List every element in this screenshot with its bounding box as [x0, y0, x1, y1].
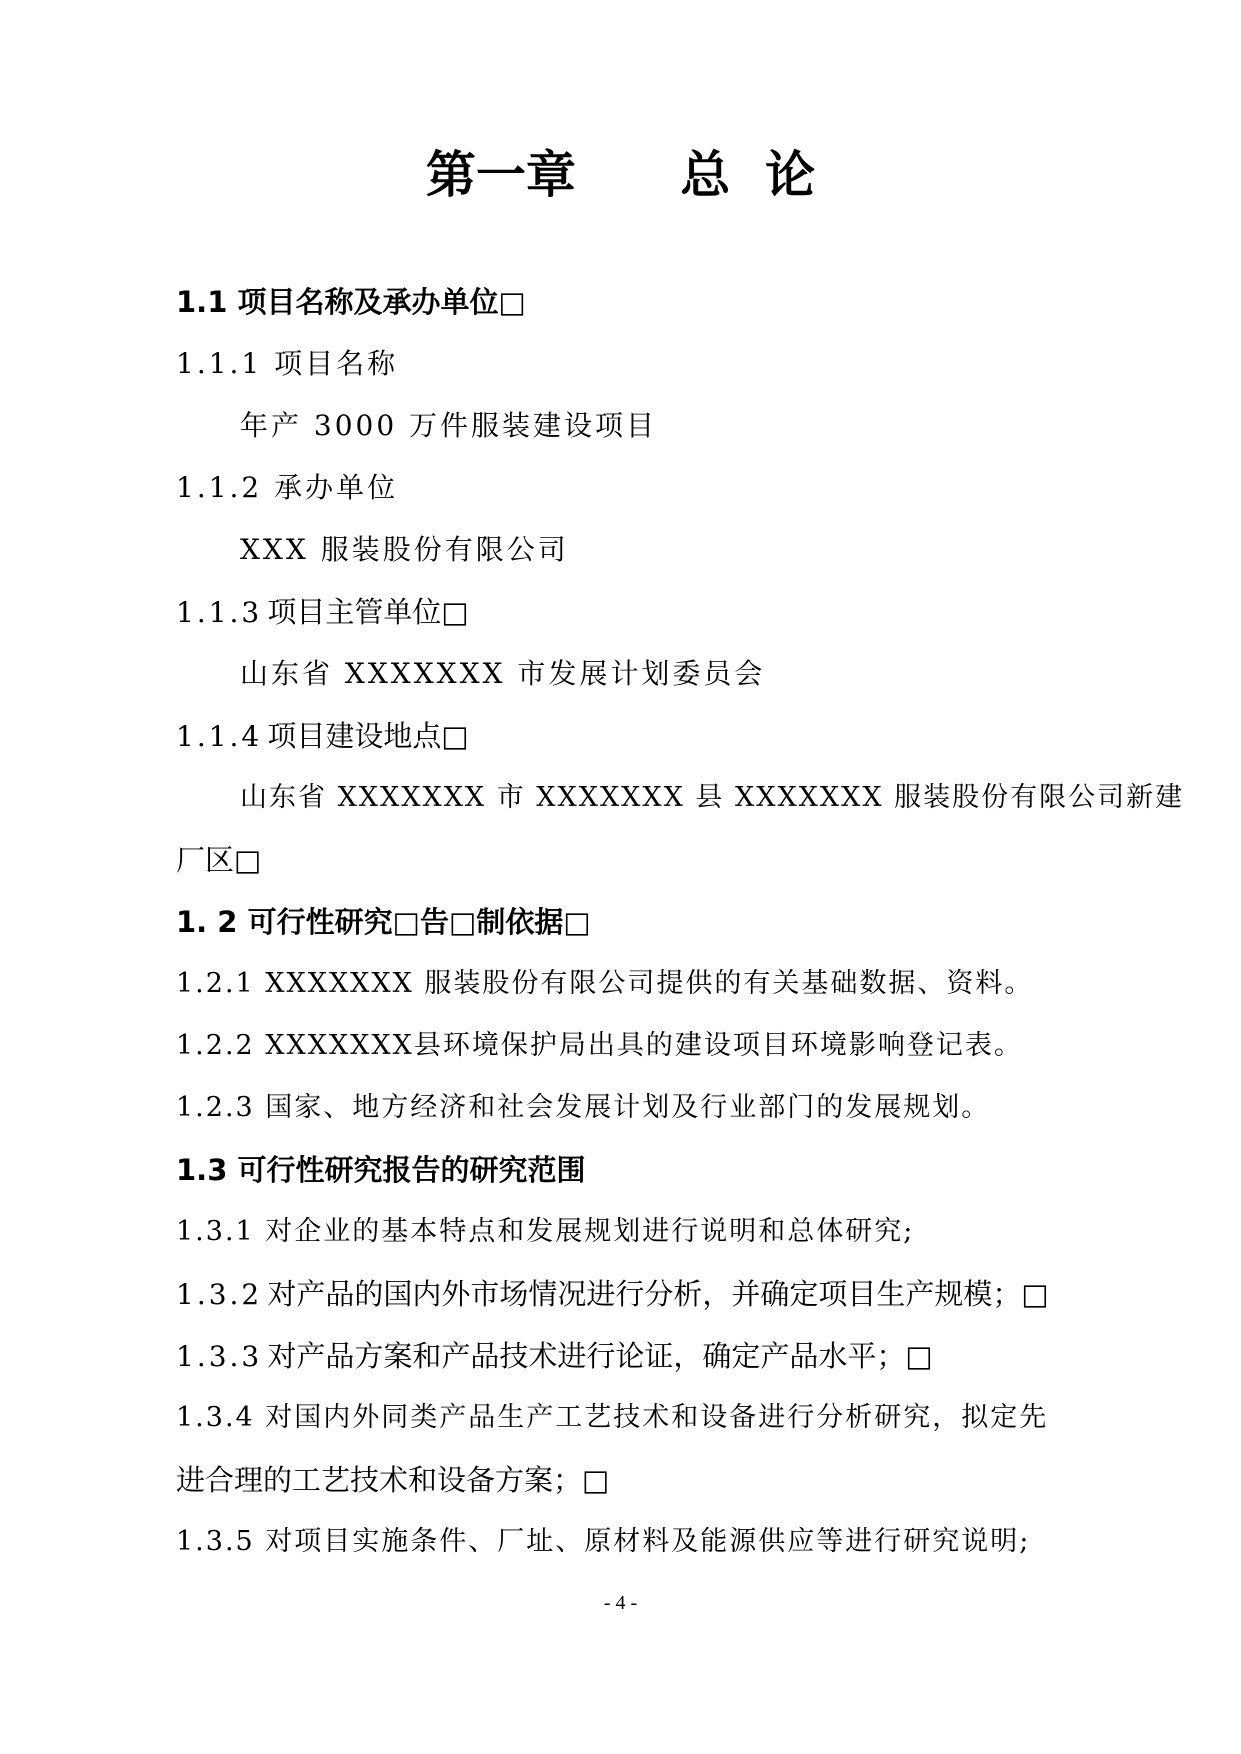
item-1-3-5: 1.3.5 对项目实施条件、厂址、原材料及能源供应等进行研究说明; [176, 1526, 1031, 1557]
section-heading-1-1: 1.1 项目名称及承办单位□ [176, 285, 526, 319]
item-text: 对产品的国内外市场情况进行分析，并确定项目生产规模；□ [267, 1277, 1049, 1311]
section-heading-1-3: 1.3 可行性研究报告的研究范围 [176, 1153, 586, 1187]
item-number: 1.3.2 [176, 1278, 263, 1311]
item-1-3-2 [176, 1274, 1049, 1319]
item-label: 项目主管单位□ [267, 595, 469, 629]
item-1-2-3: 1.2.3 国家、地方经济和社会发展计划及行业部门的发展规划。 [176, 1092, 991, 1123]
item-1-1-2 [176, 468, 398, 508]
item-label: 项目名称 [274, 347, 399, 380]
item-1-3-4-line2: 进合理的工艺技术和设备方案；□ [176, 1463, 610, 1497]
item-1-1-4-content-line2: 厂区□ [176, 843, 262, 877]
item-1-1-4 [176, 716, 469, 761]
chapter-title: 第一章 总 论 [425, 146, 816, 204]
item-1-3-4-line1: 1.3.4 对国内外同类产品生产工艺技术和设备进行分析研究，拟定先 [176, 1402, 1049, 1433]
item-number: 1.1.3 [176, 596, 263, 629]
item-number: 1.1.4 [176, 720, 263, 753]
item-text: 对产品方案和产品技术进行论证，确定产品水平；□ [267, 1339, 933, 1373]
item-1-1-3 [176, 592, 469, 637]
item-1-3-1: 1.3.1 对企业的基本特点和发展规划进行说明和总体研究; [176, 1216, 915, 1247]
item-number: 1.1.1 [176, 347, 263, 380]
item-1-1-2-content: XXX 服装股份有限公司 [240, 533, 569, 566]
page-number: - 4 - [603, 1592, 638, 1614]
item-label: 承办单位 [274, 471, 399, 504]
item-1-2-2: 1.2.2 XXXXXXX县环境保护局出具的建设项目环境影响登记表。 [176, 1030, 1023, 1061]
item-1-1-3-content: 山东省 XXXXXXX 市发展计划委员会 [240, 657, 766, 690]
item-number: 1.3.3 [176, 1340, 263, 1373]
item-label: 项目建设地点□ [267, 719, 469, 753]
item-1-2-1: 1.2.1 XXXXXXX 服装股份有限公司提供的有关基础数据、资料。 [176, 968, 1034, 999]
item-1-1-4-content-line1: 山东省 XXXXXXX 市 XXXXXXX 县 XXXXXXX 服装股份有限公司新建 [240, 782, 1185, 813]
item-1-3-3 [176, 1336, 933, 1381]
section-heading-1-2: 1. 2 可行性研究□告□制依据□ [176, 905, 591, 939]
item-1-1-1-content: 年产 3000 万件服装建设项目 [240, 409, 658, 442]
item-number: 1.1.2 [176, 471, 263, 504]
item-1-1-1 [176, 344, 398, 384]
